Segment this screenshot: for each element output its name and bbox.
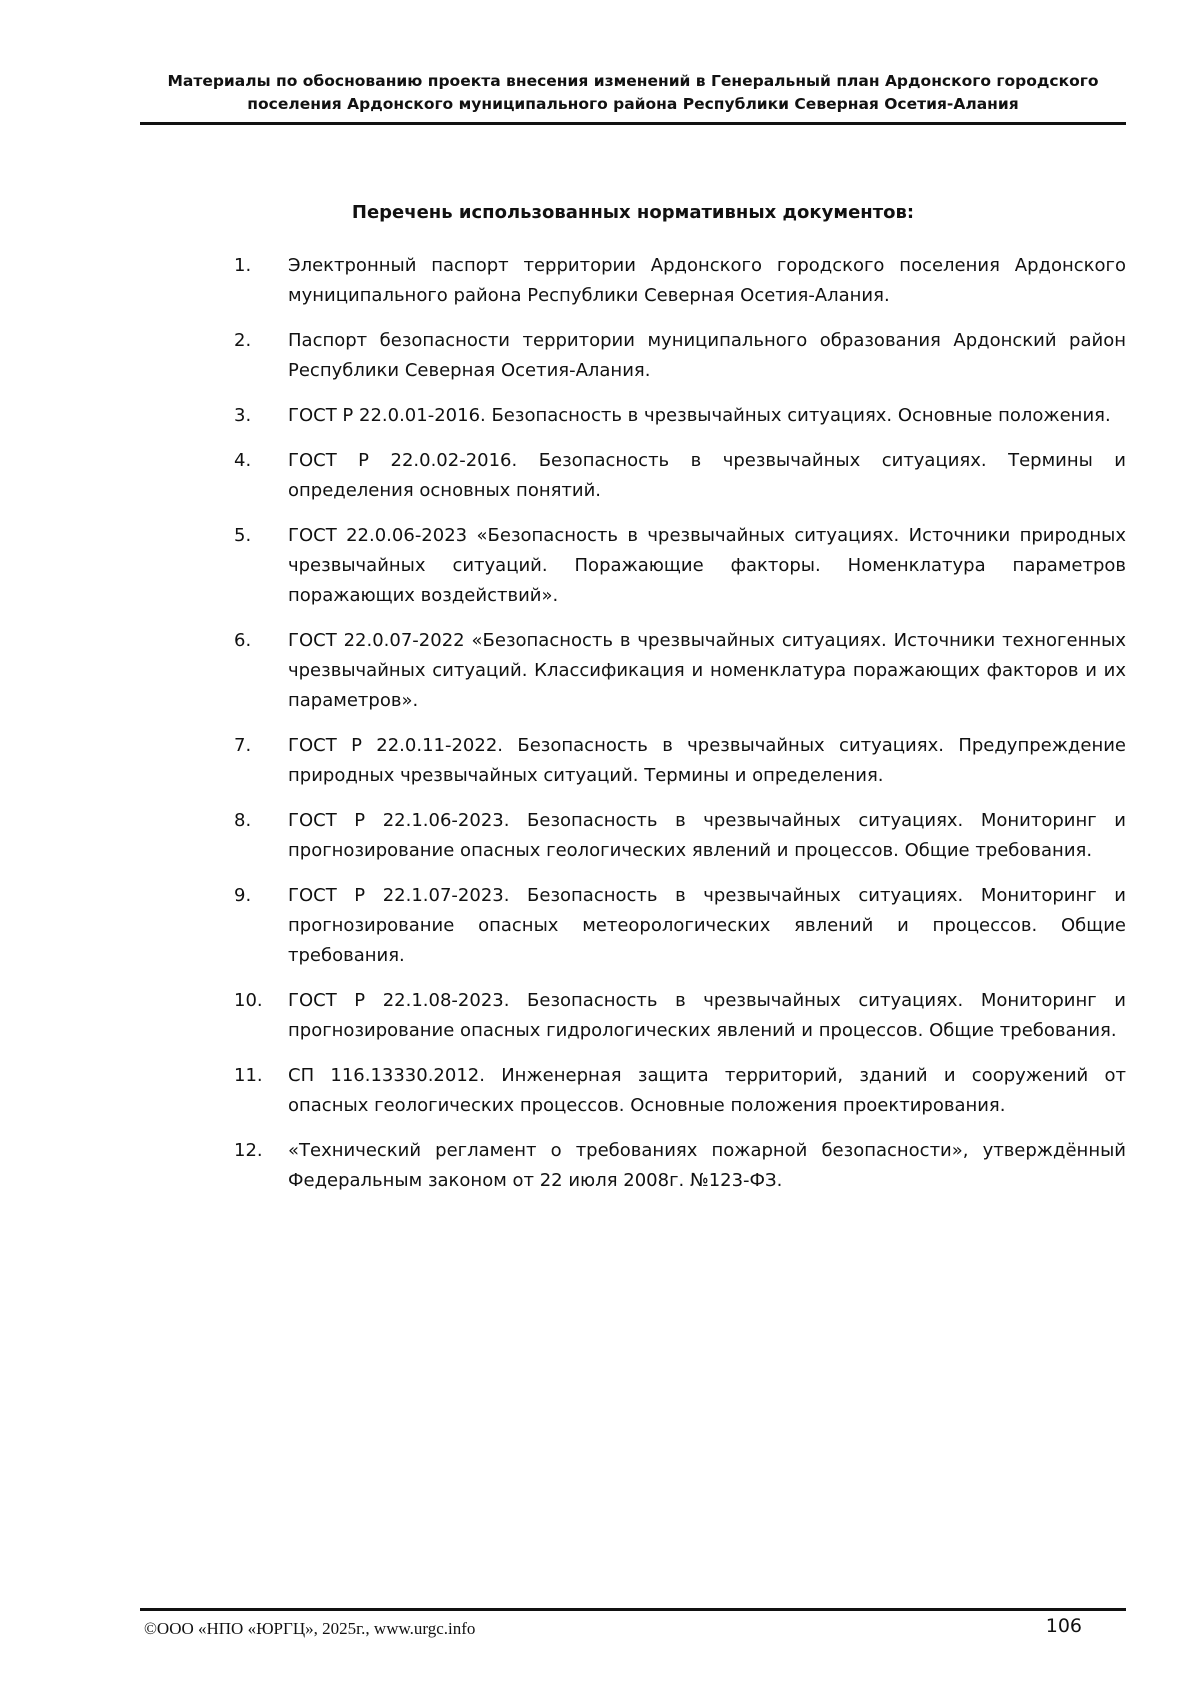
- item-text: СП 116.13330.2012. Инженерная защита территорий, зданий и сооружений от опасных геологических процессов. Основные положения проектирования.: [288, 1065, 1126, 1116]
- item-number: 11.: [234, 1065, 263, 1086]
- page-number: 106: [1045, 1615, 1082, 1637]
- item-number: 9.: [234, 885, 252, 906]
- list-item: [234, 986, 1126, 1046]
- item-number: 3.: [234, 405, 252, 426]
- list-item: [234, 1061, 1126, 1121]
- list-item: [234, 806, 1126, 866]
- item-text: ГОСТ 22.0.07-2022 «Безопасность в чрезвычайных ситуациях. Источники техногенных чрезвычайных ситуаций. Классификация и номенклатура поражающих факторов и их параметров».: [288, 630, 1126, 711]
- document-heading: Перечень использованных нормативных документов:: [351, 202, 915, 223]
- item-number: 10.: [234, 990, 263, 1011]
- header-title-line1: Материалы по обоснованию проекта внесения изменений в Генеральный план Ардонского городского: [167, 72, 1099, 90]
- list-item: [234, 446, 1126, 506]
- item-text: ГОСТ Р 22.1.08-2023. Безопасность в чрезвычайных ситуациях. Мониторинг и прогнозирование опасных гидрологических явлений и процессов. Общие требования.: [288, 990, 1126, 1041]
- item-text: ГОСТ Р 22.0.02-2016. Безопасность в чрезвычайных ситуациях. Термины и определения основных понятий.: [288, 450, 1126, 501]
- item-number: 5.: [234, 525, 252, 546]
- list-item: [234, 881, 1126, 971]
- list-item: [234, 326, 1126, 386]
- item-text: Паспорт безопасности территории муниципального образования Ардонский район Республики Северная Осетия-Алания.: [288, 330, 1126, 381]
- item-number: 1.: [234, 255, 252, 276]
- list-item: [234, 251, 1126, 311]
- item-text: Электронный паспорт территории Ардонского городского поселения Ардонского муниципального района Республики Северная Осетия-Алания.: [288, 255, 1126, 306]
- footer-copyright: ©ООО «НПО «ЮРГЦ», 2025г., www.urgc.info: [144, 1619, 476, 1638]
- item-text: ГОСТ Р 22.1.07-2023. Безопасность в чрезвычайных ситуациях. Мониторинг и прогнозирование опасных метеорологических явлений и процессов. Общие требования.: [288, 885, 1126, 966]
- item-text: «Технический регламент о требованиях пожарной безопасности», утверждённый Федеральным законом от 22 июля 2008г. №123-ФЗ.: [288, 1140, 1126, 1191]
- list-item: [234, 731, 1126, 791]
- item-number: 7.: [234, 735, 252, 756]
- list-item: [234, 401, 1126, 431]
- item-number: 12.: [234, 1140, 263, 1161]
- list-item: [234, 626, 1126, 716]
- item-text: ГОСТ Р 22.0.11-2022. Безопасность в чрезвычайных ситуациях. Предупреждение природных чрезвычайных ситуаций. Термины и определения.: [288, 735, 1126, 786]
- item-text: ГОСТ Р 22.1.06-2023. Безопасность в чрезвычайных ситуациях. Мониторинг и прогнозирование опасных геологических явлений и процессов. Общие требования.: [288, 810, 1126, 861]
- item-number: 4.: [234, 450, 252, 471]
- normative-documents-list: [234, 251, 1126, 1211]
- item-number: 8.: [234, 810, 252, 831]
- footer-divider: [140, 1608, 1126, 1611]
- item-text: ГОСТ Р 22.0.01-2016. Безопасность в чрезвычайных ситуациях. Основные положения.: [288, 405, 1111, 426]
- item-number: 2.: [234, 330, 252, 351]
- item-text: ГОСТ 22.0.06-2023 «Безопасность в чрезвычайных ситуациях. Источники природных чрезвычайных ситуаций. Поражающие факторы. Номенклатура параметров поражающих воздействий».: [288, 525, 1126, 606]
- header-title-line2: поселения Ардонского муниципального района Республики Северная Осетия-Алания: [247, 95, 1019, 113]
- list-item: [234, 521, 1126, 611]
- item-number: 6.: [234, 630, 252, 651]
- list-item: [234, 1136, 1126, 1196]
- page-header: [140, 70, 1126, 116]
- header-divider: [140, 122, 1126, 125]
